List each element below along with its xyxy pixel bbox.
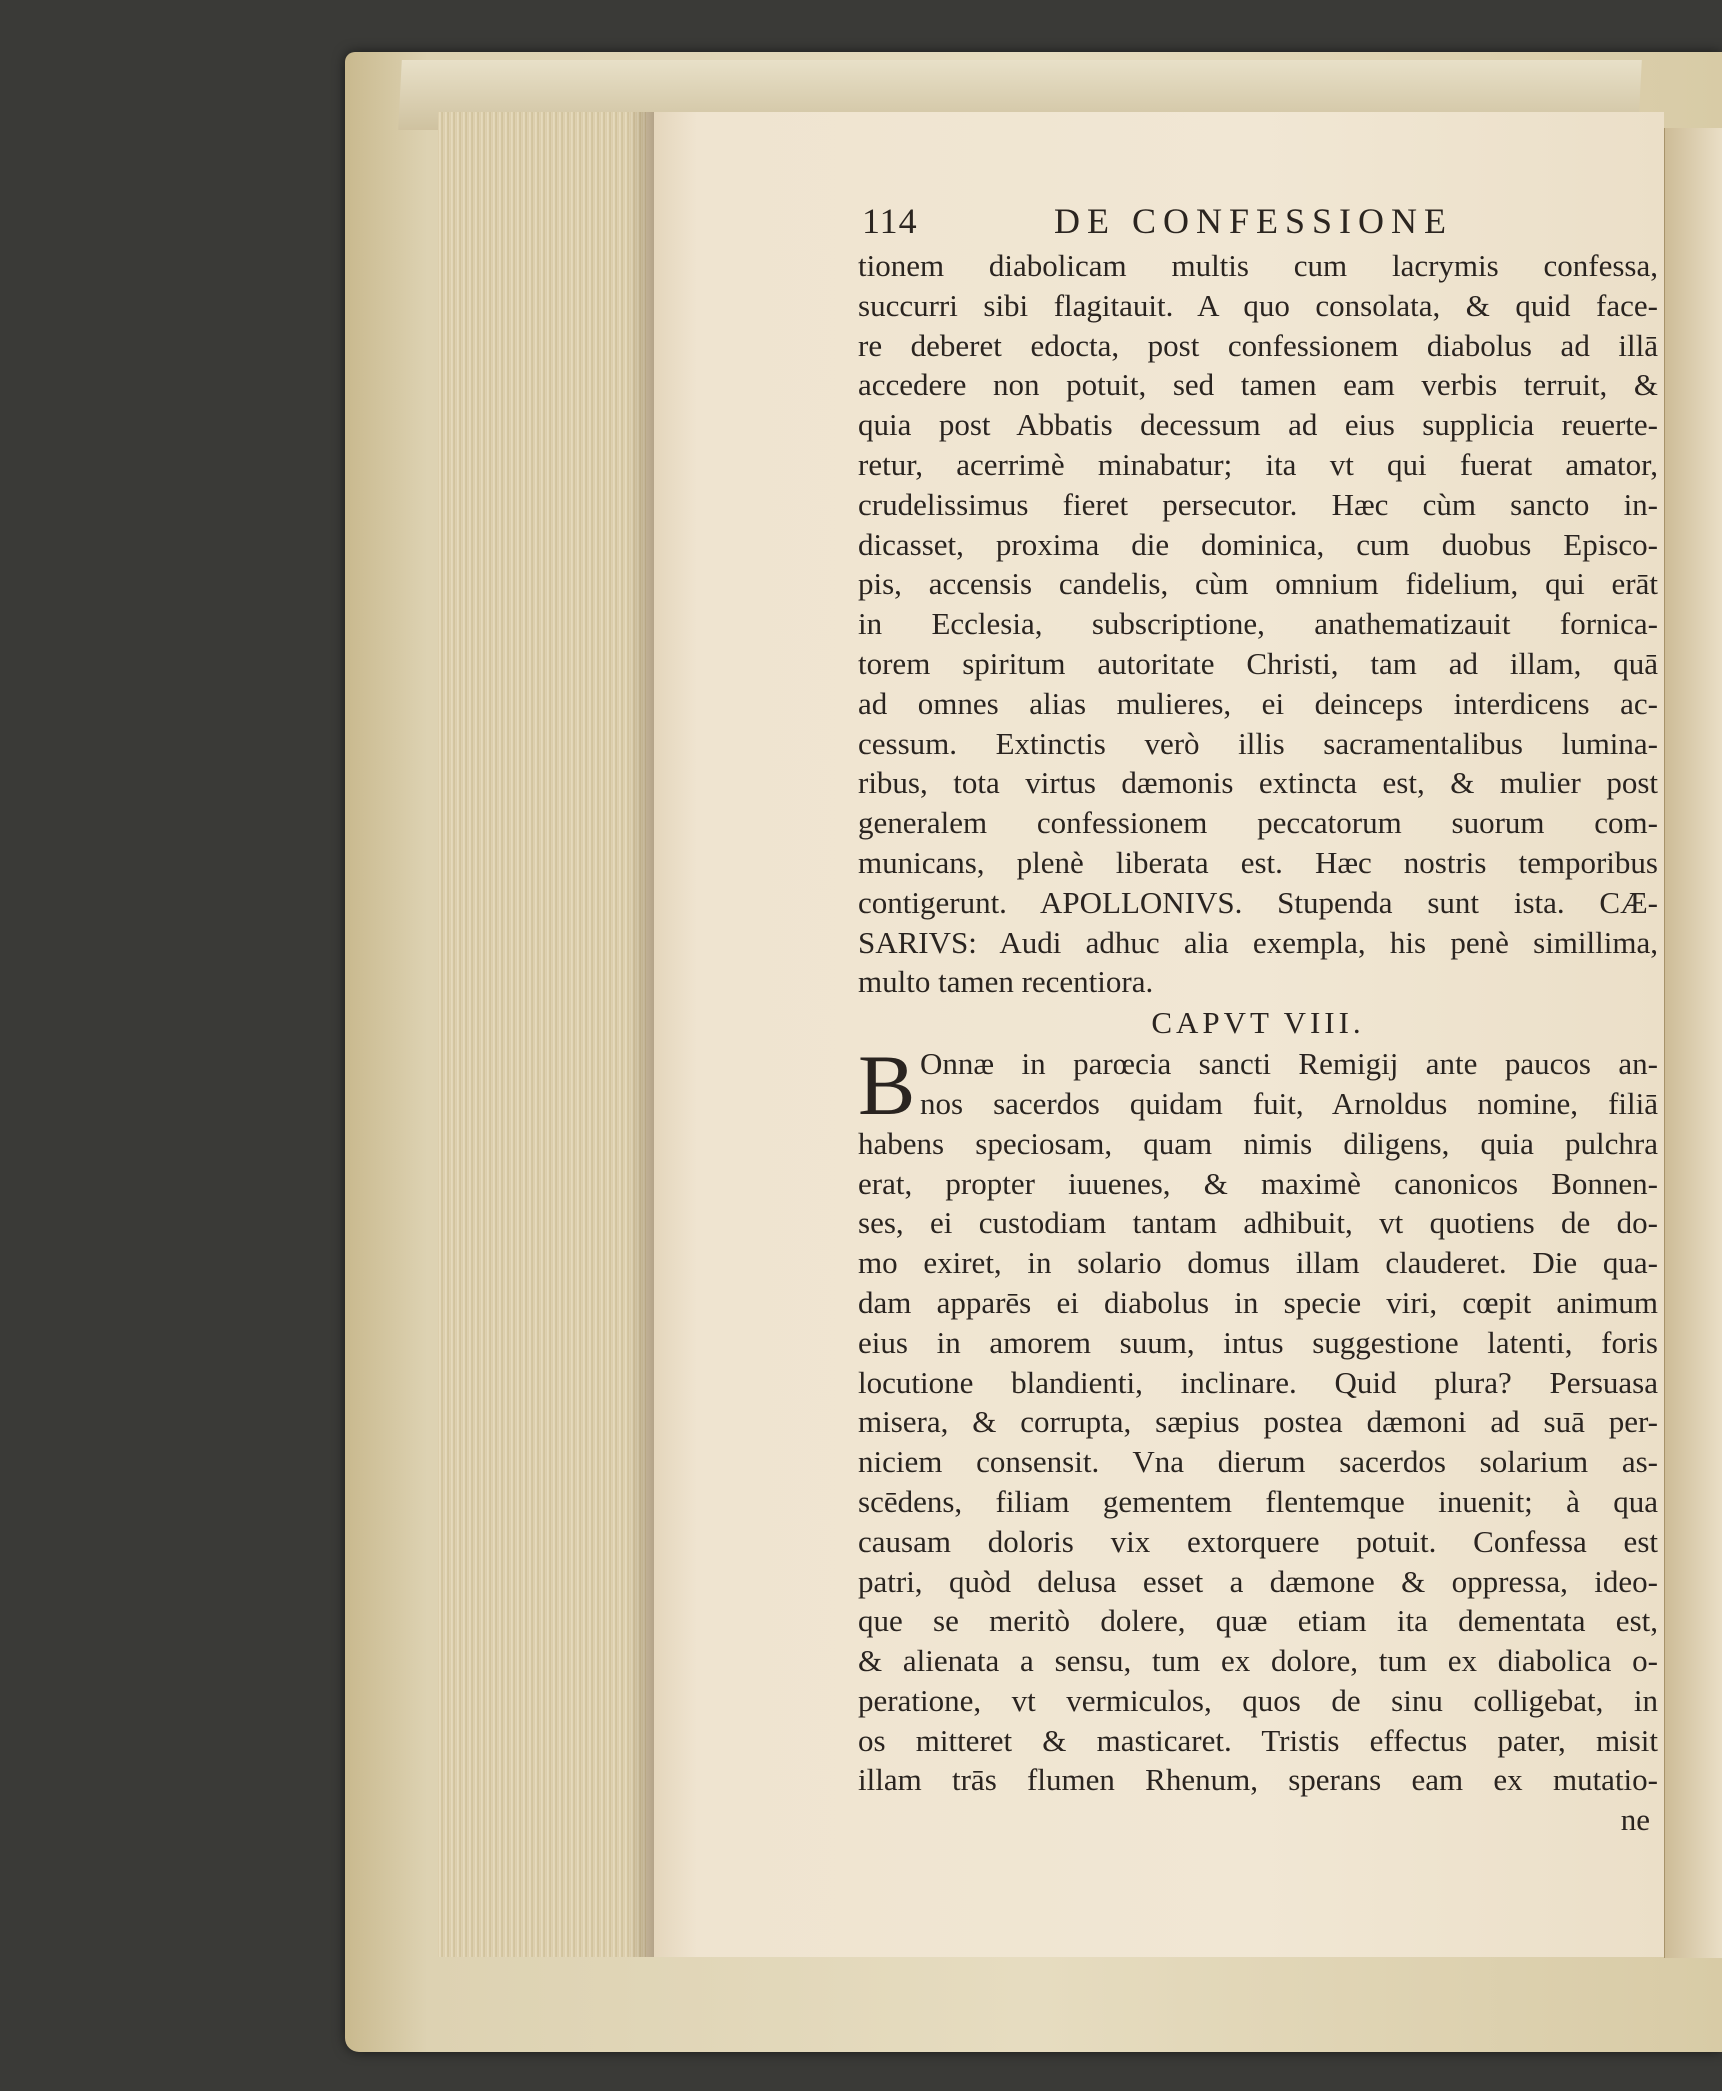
chapter-heading: CAPVT VIII. <box>1151 1005 1365 1041</box>
facing-page-edge <box>1664 128 1722 1958</box>
text-line: pis, accensis candelis, cùm omnium fidelium, qui erāt <box>858 566 1658 602</box>
chapter-paragraph <box>858 1037 1658 1800</box>
text-line: causam doloris vix extorquere potuit. Confessa est <box>858 1523 1658 1559</box>
text-line: os mitteret & masticaret. Tristis effectus pater, misit <box>858 1722 1658 1758</box>
text-line: ribus, tota virtus dæmonis extincta est, & mulier post <box>858 765 1658 801</box>
text-line: nos sacerdos quidam fuit, Arnoldus nomine, filiā <box>920 1085 1658 1121</box>
text-line: Onnæ in parœcia sancti Remigij ante paucos an- <box>920 1046 1658 1082</box>
catchword: ne <box>1620 1802 1650 1838</box>
page-number: 114 <box>862 201 918 241</box>
text-line: niciem consensit. Vna dierum sacerdos solarium as- <box>858 1444 1658 1480</box>
text-line: accedere non potuit, sed tamen eam verbis terruit, & <box>858 367 1658 403</box>
text-lines-before-chapter <box>858 246 1658 1002</box>
text-line: & alienata a sensu, tum ex dolore, tum ex diabolica o- <box>858 1643 1658 1679</box>
text-line: que se meritò dolere, quæ etiam ita dementata est, <box>858 1603 1658 1639</box>
text-line: locutione blandienti, inclinare. Quid plura? Persuasa <box>858 1364 1658 1400</box>
text-line: misera, & corrupta, sæpius postea dæmoni ad suā per- <box>858 1404 1658 1440</box>
gutter-shadow <box>628 112 654 1957</box>
text-line: illam trās flumen Rhenum, sperans eam ex mutatio- <box>858 1762 1658 1798</box>
text-line: ses, ei custodiam tantam adhibuit, vt quotiens de do- <box>858 1205 1658 1241</box>
text-line: generalem confessionem peccatorum suorum com- <box>858 805 1658 841</box>
page-edges <box>438 112 652 1957</box>
text-line: in Ecclesia, subscriptione, anathematizauit fornica- <box>858 606 1658 642</box>
text-line: torem spiritum autoritate Christi, tam ad illam, quā <box>858 645 1658 681</box>
text-line: dicasset, proxima die dominica, cum duobus Episco- <box>858 526 1658 562</box>
text-line: quia post Abbatis decessum ad eius supplicia reuerte- <box>858 407 1658 443</box>
text-line: retur, acerrimè minabatur; ita vt qui fuerat amator, <box>858 446 1658 482</box>
text-line: contigerunt. APOLLONIVS. Stupenda sunt ista. CÆ- <box>858 884 1658 920</box>
text-line: re deberet edocta, post confessionem diabolus ad illā <box>858 327 1658 363</box>
text-line: SARIVS: Audi adhuc alia exempla, his penè simillima, <box>858 924 1658 960</box>
text-line: erat, propter iuuenes, & maximè canonicos Bonnen- <box>858 1165 1658 1201</box>
text-line: peratione, vt vermiculos, quos de sinu colligebat, in <box>858 1682 1658 1718</box>
text-line: ad omnes alias mulieres, ei deinceps interdicens ac- <box>858 685 1658 721</box>
text-line: multo tamen recentiora. <box>858 964 1154 1000</box>
text-line: eius in amorem suum, intus suggestione latenti, foris <box>858 1324 1658 1360</box>
text-line: dam apparēs ei diabolus in specie viri, cœpit animum <box>858 1284 1658 1320</box>
text-line: tionem diabolicam multis cum lacrymis confessa, <box>858 248 1658 283</box>
text-line: habens speciosam, quam nimis diligens, quia pulchra <box>858 1125 1658 1161</box>
text-lines-after-chapter <box>858 1124 1658 1801</box>
text-line: municans, plenè liberata est. Hæc nostris temporibus <box>858 844 1658 880</box>
drop-cap: B <box>858 1037 916 1134</box>
text-line: mo exiret, in solario domus illam clauderet. Die qua- <box>858 1245 1658 1281</box>
text-line: crudelissimus fieret persecutor. Hæc cùm sancto in- <box>858 486 1658 522</box>
text-line: scēdens, filiam gementem flentemque inuenit; à qua <box>858 1483 1658 1519</box>
text-line: cessum. Extinctis verò illis sacramentalibus lumina- <box>858 725 1658 761</box>
text-line: succurri sibi flagitauit. A quo consolata, & quid face- <box>858 287 1658 323</box>
running-head <box>862 200 1652 246</box>
text-block <box>858 246 1658 1840</box>
running-title: DE CONFESSIONE <box>1054 201 1454 241</box>
text-line: patri, quòd delusa esset a dæmone & oppressa, ideo- <box>858 1563 1658 1599</box>
